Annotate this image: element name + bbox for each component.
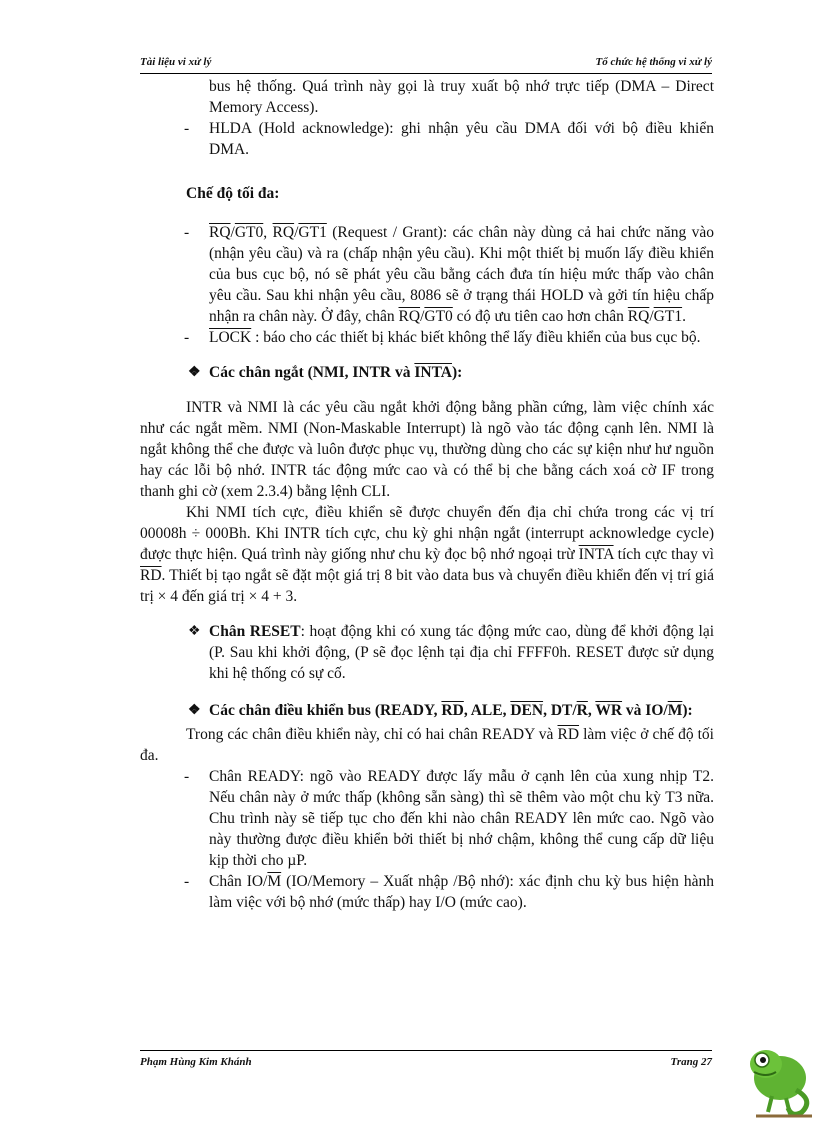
bus-control-heading [140,698,714,724]
slash: / [294,224,299,241]
list-item-lock [140,327,714,348]
signal-gt1: GT1 [653,308,683,325]
bus-heading-c: , DT/ [543,702,577,719]
reset-bullet [140,621,714,684]
paragraph-interrupts: INTR và NMI là các yêu cầu ngắt khởi động bằng phần cứng, làm việc chính xác như các ngắt mềm. NMI (Non-Maskable Interrupt) là ngõ vào tác động cạnh lên. NMI là ngắt không thể che được và luôn được phục vụ, thường dùng cho các sự kiện như hư nguồn hay các lỗi bộ nhớ. INTR tác động mức cao và có thể bị che bằng cách xoá cờ IF trong thanh ghi cờ (xem 2.3.4) bằng lệnh CLI. [140,399,714,500]
slash: / [649,308,654,325]
bus-heading-e: và IO/ [622,702,668,719]
page-header [140,56,712,68]
page-footer [140,1056,712,1068]
hlda-text: HLDA (Hold acknowledge): ghi nhận yêu cầu DMA đối với bộ điều khiển DMA. [209,120,714,158]
max-mode-heading: Chế độ tối đa: [186,185,280,202]
spacer [140,348,714,362]
interrupt-heading [140,362,714,383]
spacer [140,383,714,397]
dash-marker: - [184,120,190,137]
chameleon-mascot-icon [736,1020,816,1120]
header-right: Tổ chức hệ thống vi xử lý [595,56,712,68]
footer-rule [140,1050,712,1051]
reset-label: Chân RESET [209,623,301,640]
diamond-icon: ❖ [188,365,201,380]
nmi-text-c: . Thiết bị tạo ngắt sẽ đặt một giá trị 8 bit vào data bus và chuyển điều khiển đến vị trí giá trị × 4 đến giá trị × 4 + 3. [140,567,714,605]
list-item-rq-gt [140,222,714,327]
bus-heading-f: ): [682,702,693,719]
iom-text-a: Chân IO/ [209,873,268,890]
bus-heading-a: Các chân điều khiển bus (READY, [209,702,442,719]
bus-heading-b: , ALE, [463,702,511,719]
spacer [140,684,714,698]
interrupt-heading-end: ): [451,364,463,381]
rq-gt-text-2: có độ ưu tiên cao hơn chân [452,308,628,325]
diamond-icon: ❖ [188,624,201,639]
paragraph-bus-control [140,724,714,766]
signal-wr: $\overline{WR}$ [595,702,623,719]
signal-inta: INTA [414,364,452,381]
signal-inta: INTA [578,546,614,563]
slash: / [420,308,425,325]
signal-rq: $\overline{RQ}$ [627,308,650,325]
dash-marker: - [184,329,190,346]
slash: / [230,224,235,241]
signal-gt0: GT0 [424,308,453,325]
iom-text-b: (IO/Memory – Xuất nhập /Bộ nhớ): xác định chu kỳ bus hiện hành làm việc với bộ nhớ (mức thấp) hay I/O (mức cao). [209,873,714,911]
signal-m: $\overline{M}$ [267,873,282,890]
header-left: Tài liệu vi xử lý [140,56,212,68]
list-item-ready [140,766,714,871]
dash-marker: - [184,768,190,785]
list-item-hlda [140,118,714,160]
page-number: Trang 27 [670,1056,712,1068]
signal-rd: $\overline{RD}$ [557,726,580,743]
period: . [682,308,686,325]
list-item-iom [140,871,714,913]
interrupt-heading-text: Các chân ngắt (NMI, INTR và [209,364,415,381]
signal-m: $\overline{M}$ [667,702,683,719]
header-rule [140,73,712,74]
bus-heading-d: , [587,702,596,719]
signal-lock: LOCK [209,329,252,346]
spacer [140,607,714,621]
comma: , [263,224,273,241]
rq-gt-text: (Request / Grant): các chân này dùng cả hai chức năng vào (nhận yêu cầu) và ra (chấp nhận yêu cầu). Khi một thiết bị muốn lấy điều khiển của bus cục bộ, nó sẽ phát yêu cầu bằng cách đưa tín hiệu mức thấp vào chân yêu cầu. Sau khi nhận yêu cầu, 8086 sẽ ở trạng thái HOLD và gởi tín hiệu chấp nhận ra chân này. Ở đây, chân [209,224,714,325]
bus-text-b: làm việc ở chế độ tối đa. [140,726,714,764]
signal-gt0: GT0 [234,224,264,241]
dash-marker: - [184,873,190,890]
signal-rd: $\overline{RD}$ [441,702,464,719]
signal-rq: $\overline{RQ}$ [272,224,295,241]
diamond-icon: ❖ [188,703,201,718]
signal-den: $\overline{DEN}$ [510,702,544,719]
nmi-text-b: tích cực thay vì [613,546,714,563]
signal-rq: $\overline{RQ}$ [398,308,421,325]
bus-text-a: Trong các chân điều khiển này, chỉ có hai chân READY và [186,726,558,743]
signal-rq: $\overline{RQ}$ [209,224,231,241]
reset-text: : hoạt động khi có xung tác động mức cao, dùng để khởi động lại (P. Sau khi khởi động, (P sẽ đọc lệnh tại địa chỉ FFFF0h. RESET được sử dụng khi hệ thống có sự cố. [209,623,714,682]
paragraph-nmi [140,502,714,607]
footer-author: Phạm Hùng Kim Khánh [140,1056,252,1068]
signal-rd: $\overline{RD}$ [140,567,162,584]
dash-marker: - [184,224,190,241]
page-content [140,76,714,913]
paragraph-dma: bus hệ thống. Quá trình này gọi là truy xuất bộ nhớ trực tiếp (DMA – Direct Memory Access). [209,78,714,116]
lock-text: : báo cho các thiết bị khác biết không thể lấy điều khiển của bus cục bộ. [251,329,701,346]
ready-text: Chân READY: ngõ vào READY được lấy mẫu ở cạnh lên của xung nhịp T2. Nếu chân này ở mức thấp (không sẵn sàng) thì sẽ thêm vào một chu kỳ T3 nữa. Chu trình này sẽ tiếp tục cho đến khi nào chân READY lên mức cao. Ngõ vào này thường được điều khiển bởi thiết bị nhớ chậm, không thể cung cấp dữ liệu kịp thời cho µP. [209,768,714,869]
signal-gt1: GT1 [298,224,327,241]
nmi-text-a: Khi NMI tích cực, điều khiển sẽ được chuyển đến địa chỉ chứa trong các vị trí 00008h ÷ 000Bh. Khi INTR tích cực, chu kỳ ghi nhận ngắt (interrupt acknowledge cycle) được thực hiện. Quá trình này giống như chu kỳ đọc bộ nhớ ngoại trừ [140,504,714,563]
signal-r: $\overline{R}$ [576,702,588,719]
